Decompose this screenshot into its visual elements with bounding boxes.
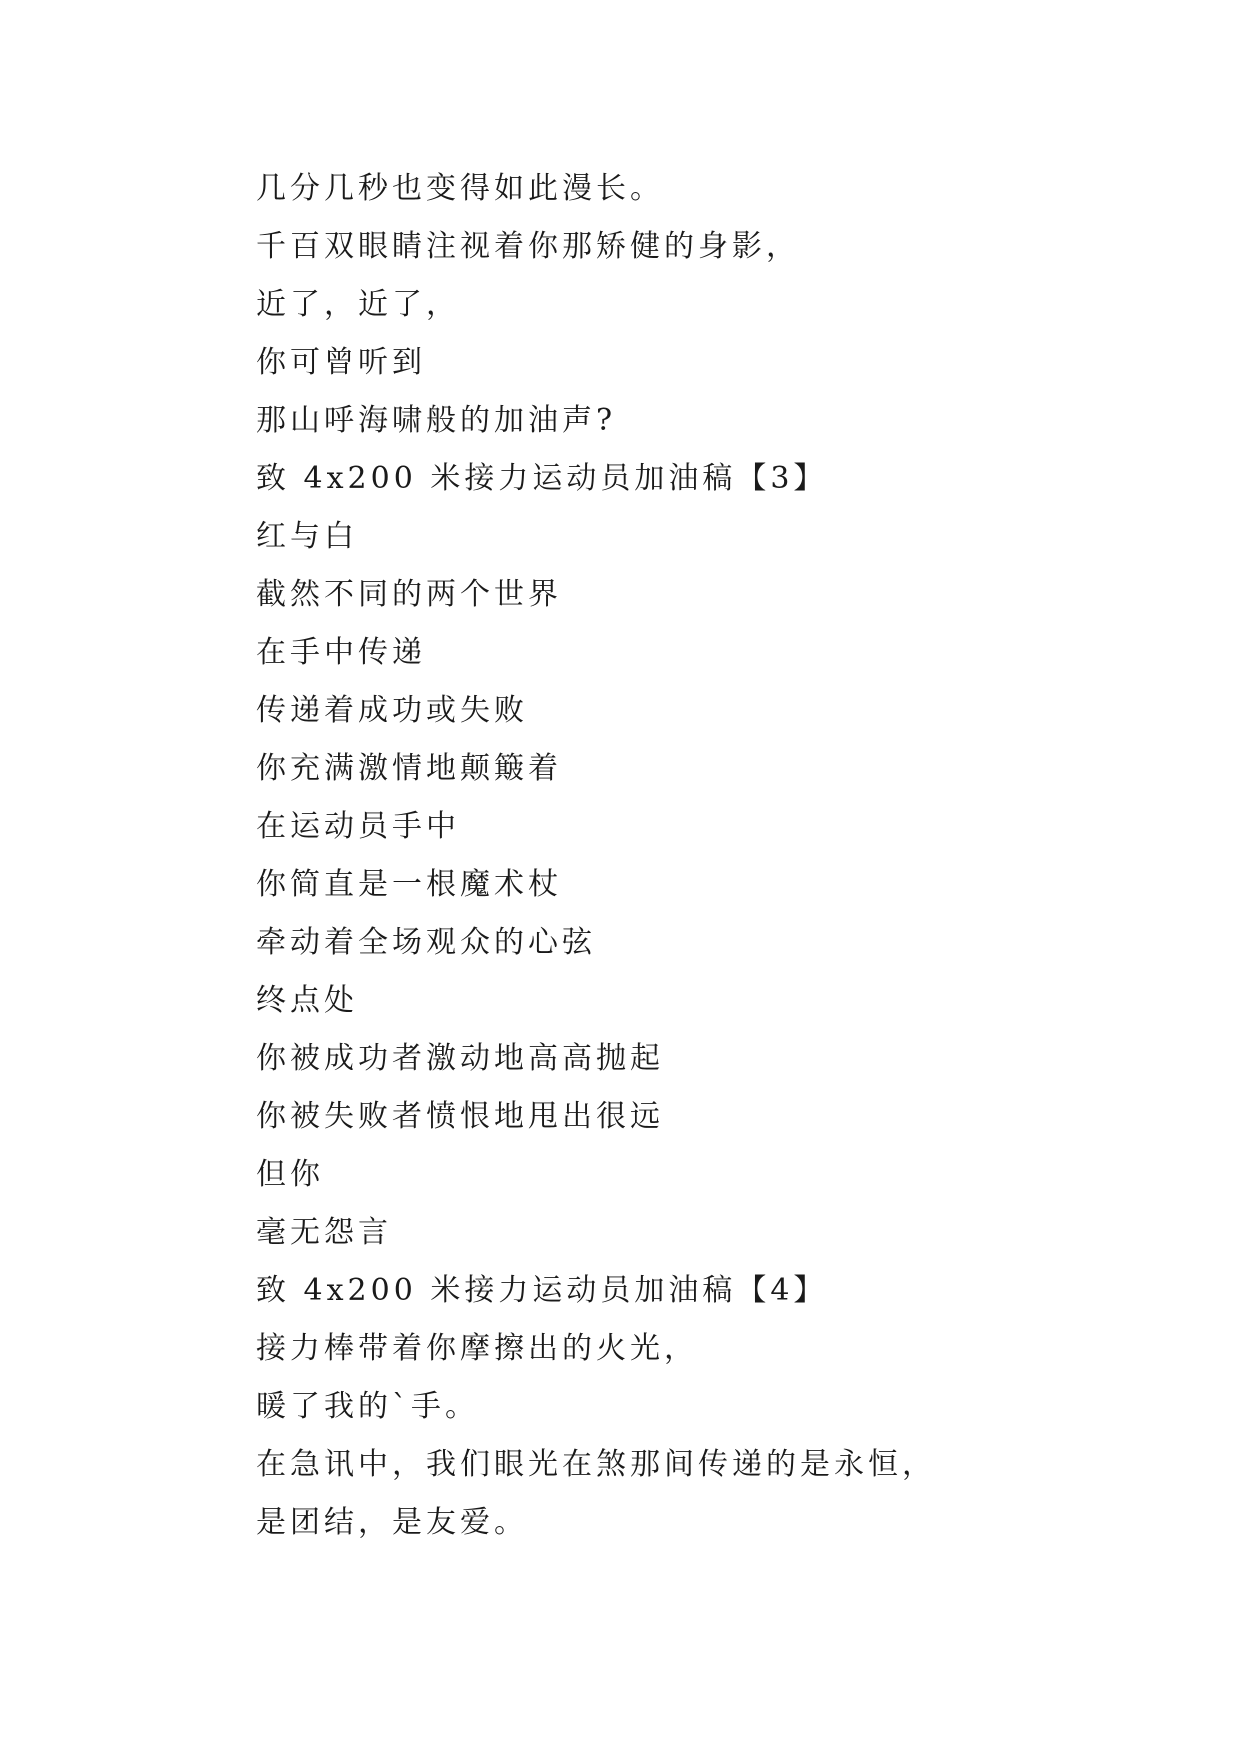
text-line: 近了，近了， (256, 287, 460, 322)
text-line: 你充满激情地颠簸着 (256, 751, 562, 786)
text-line: 终点处 (256, 983, 358, 1018)
text-line: 你被成功者激动地高高抛起 (256, 1041, 664, 1076)
text-line: 牵动着全场观众的心弦 (256, 925, 596, 960)
text-line: 你简直是一根魔术杖 (256, 867, 562, 902)
text-line: 传递着成功或失败 (256, 693, 528, 728)
section-heading: 致 4x200 米接力运动员加油稿【3】 (256, 461, 828, 496)
text-line: 是团结，是友爱。 (256, 1505, 528, 1540)
text-line: 那山呼海啸般的加油声? (256, 403, 617, 438)
text-line: 你被失败者愤恨地甩出很远 (256, 1099, 664, 1134)
poem-text-block (256, 160, 1156, 1552)
text-line: 几分几秒也变得如此漫长。 (256, 171, 664, 206)
text-line: 你可曾听到 (256, 345, 426, 380)
text-line: 千百双眼睛注视着你那矫健的身影， (256, 229, 800, 264)
text-line: 毫无怨言 (256, 1215, 392, 1250)
text-line: 在运动员手中 (256, 809, 460, 844)
text-line: 接力棒带着你摩擦出的火光， (256, 1331, 698, 1366)
text-line: 在急讯中，我们眼光在煞那间传递的是永恒， (256, 1447, 936, 1482)
text-line: 在手中传递 (256, 635, 426, 670)
text-line: 暖了我的`手。 (256, 1389, 479, 1424)
text-line: 红与白 (256, 519, 358, 554)
text-line: 截然不同的两个世界 (256, 577, 562, 612)
section-heading: 致 4x200 米接力运动员加油稿【4】 (256, 1273, 828, 1308)
text-line: 但你 (256, 1157, 324, 1192)
